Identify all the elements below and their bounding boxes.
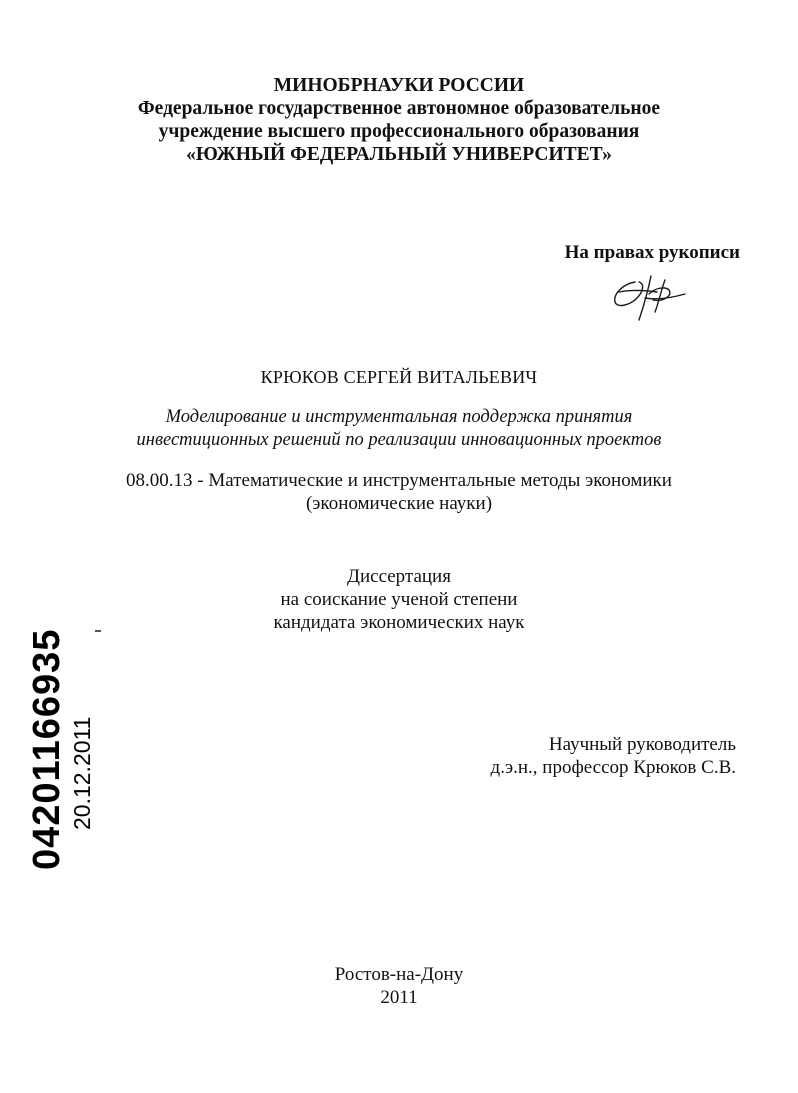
supervisor-block (470, 733, 736, 779)
supervisor-role: Научный руководитель (548, 734, 736, 755)
scan-mark (95, 630, 101, 632)
signature-icon (605, 268, 695, 324)
author-block (0, 366, 798, 389)
city: Ростов-на-Дону (334, 964, 464, 985)
org-line-2: учреждение высшего профессионального образования (158, 121, 640, 142)
institution-header (0, 74, 798, 166)
thesis-topic (0, 406, 798, 452)
specialty-code-line: 08.00.13 - Математические и инструментальные методы экономики (126, 470, 672, 491)
ministry-name: МИНОБРНАУКИ РОССИИ (273, 75, 525, 96)
stamp-date: 20.12.2011 (69, 716, 95, 830)
year: 2011 (380, 987, 418, 1008)
library-stamp (24, 628, 104, 878)
org-line-1: Федеральное государственное автономное образовательное (137, 98, 661, 119)
supervisor-name: д.э.н., профессор Крюков С.В. (490, 757, 736, 778)
stamp-number: 04201166935 (26, 628, 68, 870)
document-type: Диссертация (347, 566, 451, 587)
author-name: КРЮКОВ СЕРГЕЙ ВИТАЛЬЕВИЧ (260, 367, 538, 387)
topic-line-1: Моделирование и инструментальная поддержка принятия (165, 407, 633, 427)
degree-block (0, 565, 798, 634)
topic-line-2: инвестиционных решений по реализации инновационных проектов (136, 430, 662, 450)
university-name: «ЮЖНЫЙ ФЕДЕРАЛЬНЫЙ УНИВЕРСИТЕТ» (186, 144, 612, 165)
degree-line-3: кандидата экономических наук (273, 612, 525, 633)
footer-block (0, 963, 798, 1009)
specialty-block (0, 469, 798, 515)
specialty-field: (экономические науки) (305, 493, 493, 514)
degree-line-2: на соискание ученой степени (280, 589, 518, 610)
rights-notice: На правах рукописи (564, 242, 740, 263)
